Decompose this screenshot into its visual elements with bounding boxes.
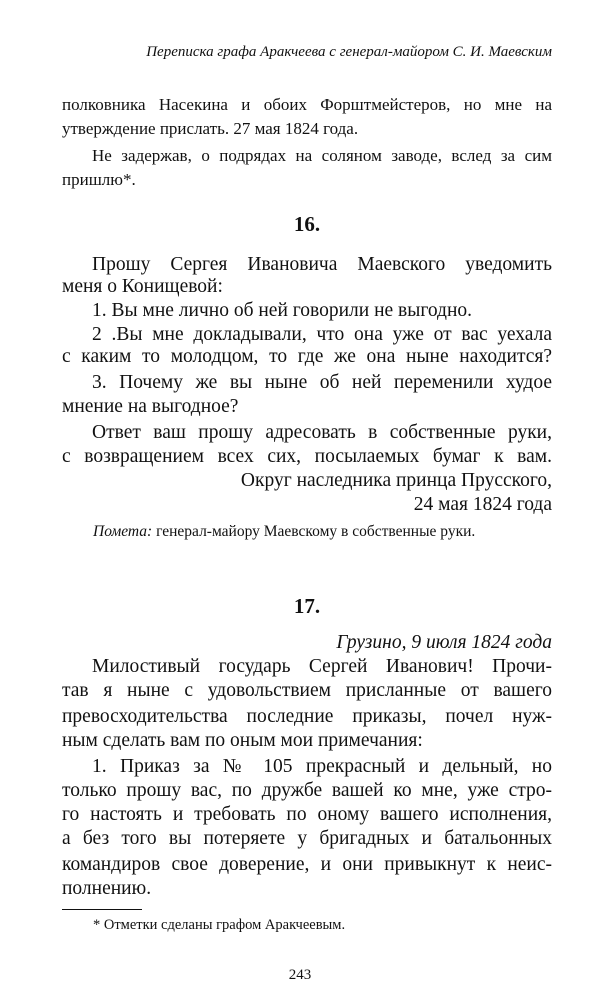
intro-line-2: утверждение прислать. 27 мая 1824 года. <box>62 119 359 138</box>
letter-17-line-6: только прошу вас, по дружбе вашей ко мне, уже стро- <box>62 780 552 801</box>
letter-17-line-7: го настоять и требовать по оному вашего исполнения, <box>62 804 552 825</box>
letter-16-line-1: Прошу Сергея Ивановича Маевского уведомить <box>92 254 552 275</box>
letter-17-place-date: Грузино, 9 июля 1824 года <box>336 632 552 653</box>
intro-line-1: полковника Насекина и обоих Форштмейстеров, но мне на <box>62 95 552 114</box>
page-number: 243 <box>288 967 312 983</box>
letter-17-line-1: Милостивый государь Сергей Иванович! Прочи- <box>92 656 552 677</box>
footnote: * Отметки сделаны графом Аракчеевым. <box>93 917 346 933</box>
letter-16-line-7: мнение на выгодное? <box>62 396 239 417</box>
letter-16-note <box>93 523 475 541</box>
letter-16-line-5: с каким то молодцом, то где же она ныне находится? <box>62 346 552 367</box>
letter-16-number: 16. <box>293 212 321 236</box>
letter-17-line-3: превосходительства последние приказы, почел нуж- <box>62 706 552 727</box>
letter-17-line-8: а без того вы потеряете у бригадных и батальонных <box>62 828 552 849</box>
letter-16-line-6: 3. Почему же вы ныне об ней переменили худое <box>92 372 552 393</box>
letter-16-line-8: Ответ ваш прошу адресовать в собственные руки, <box>92 422 552 443</box>
letter-17-line-2: тав я ныне с удовольствием присланные от вашего <box>62 680 552 701</box>
letter-16-line-3: 1. Вы мне лично об ней говорили не выгодно. <box>92 300 473 321</box>
letter-16-date: 24 мая 1824 года <box>413 494 552 515</box>
footnote-rule <box>62 909 142 910</box>
letter-17-line-10: полнению. <box>62 878 152 899</box>
letter-17-line-9: командиров свое доверение, и они привыкнут к неис- <box>62 854 552 875</box>
letter-16-line-9: с возвращением всех сих, посылаемых бумаг к вам. <box>62 446 552 467</box>
intro-line-4: пришлю*. <box>62 170 136 189</box>
letter-17-line-5: 1. Приказ за № 105 прекрасный и дельный, но <box>92 756 552 777</box>
letter-17-line-4: ным сделать вам по оным мои примечания: <box>62 730 423 751</box>
letter-16-line-4: 2 .Вы мне докладывали, что она уже от вас уехала <box>92 324 552 345</box>
running-header: Переписка графа Аракчеева с генерал-майором С. И. Маевским <box>146 44 552 60</box>
letter-17-number: 17. <box>293 594 321 618</box>
intro-line-3: Не задержав, о подрядах на соляном заводе, вслед за сим <box>92 146 552 165</box>
letter-16-line-2: меня о Конищевой: <box>62 276 223 297</box>
note-label: Помета: <box>93 523 153 540</box>
letter-16-place: Округ наследника принца Прусского, <box>240 470 552 491</box>
note-text: генерал-майору Маевскому в собственные руки. <box>152 523 476 540</box>
